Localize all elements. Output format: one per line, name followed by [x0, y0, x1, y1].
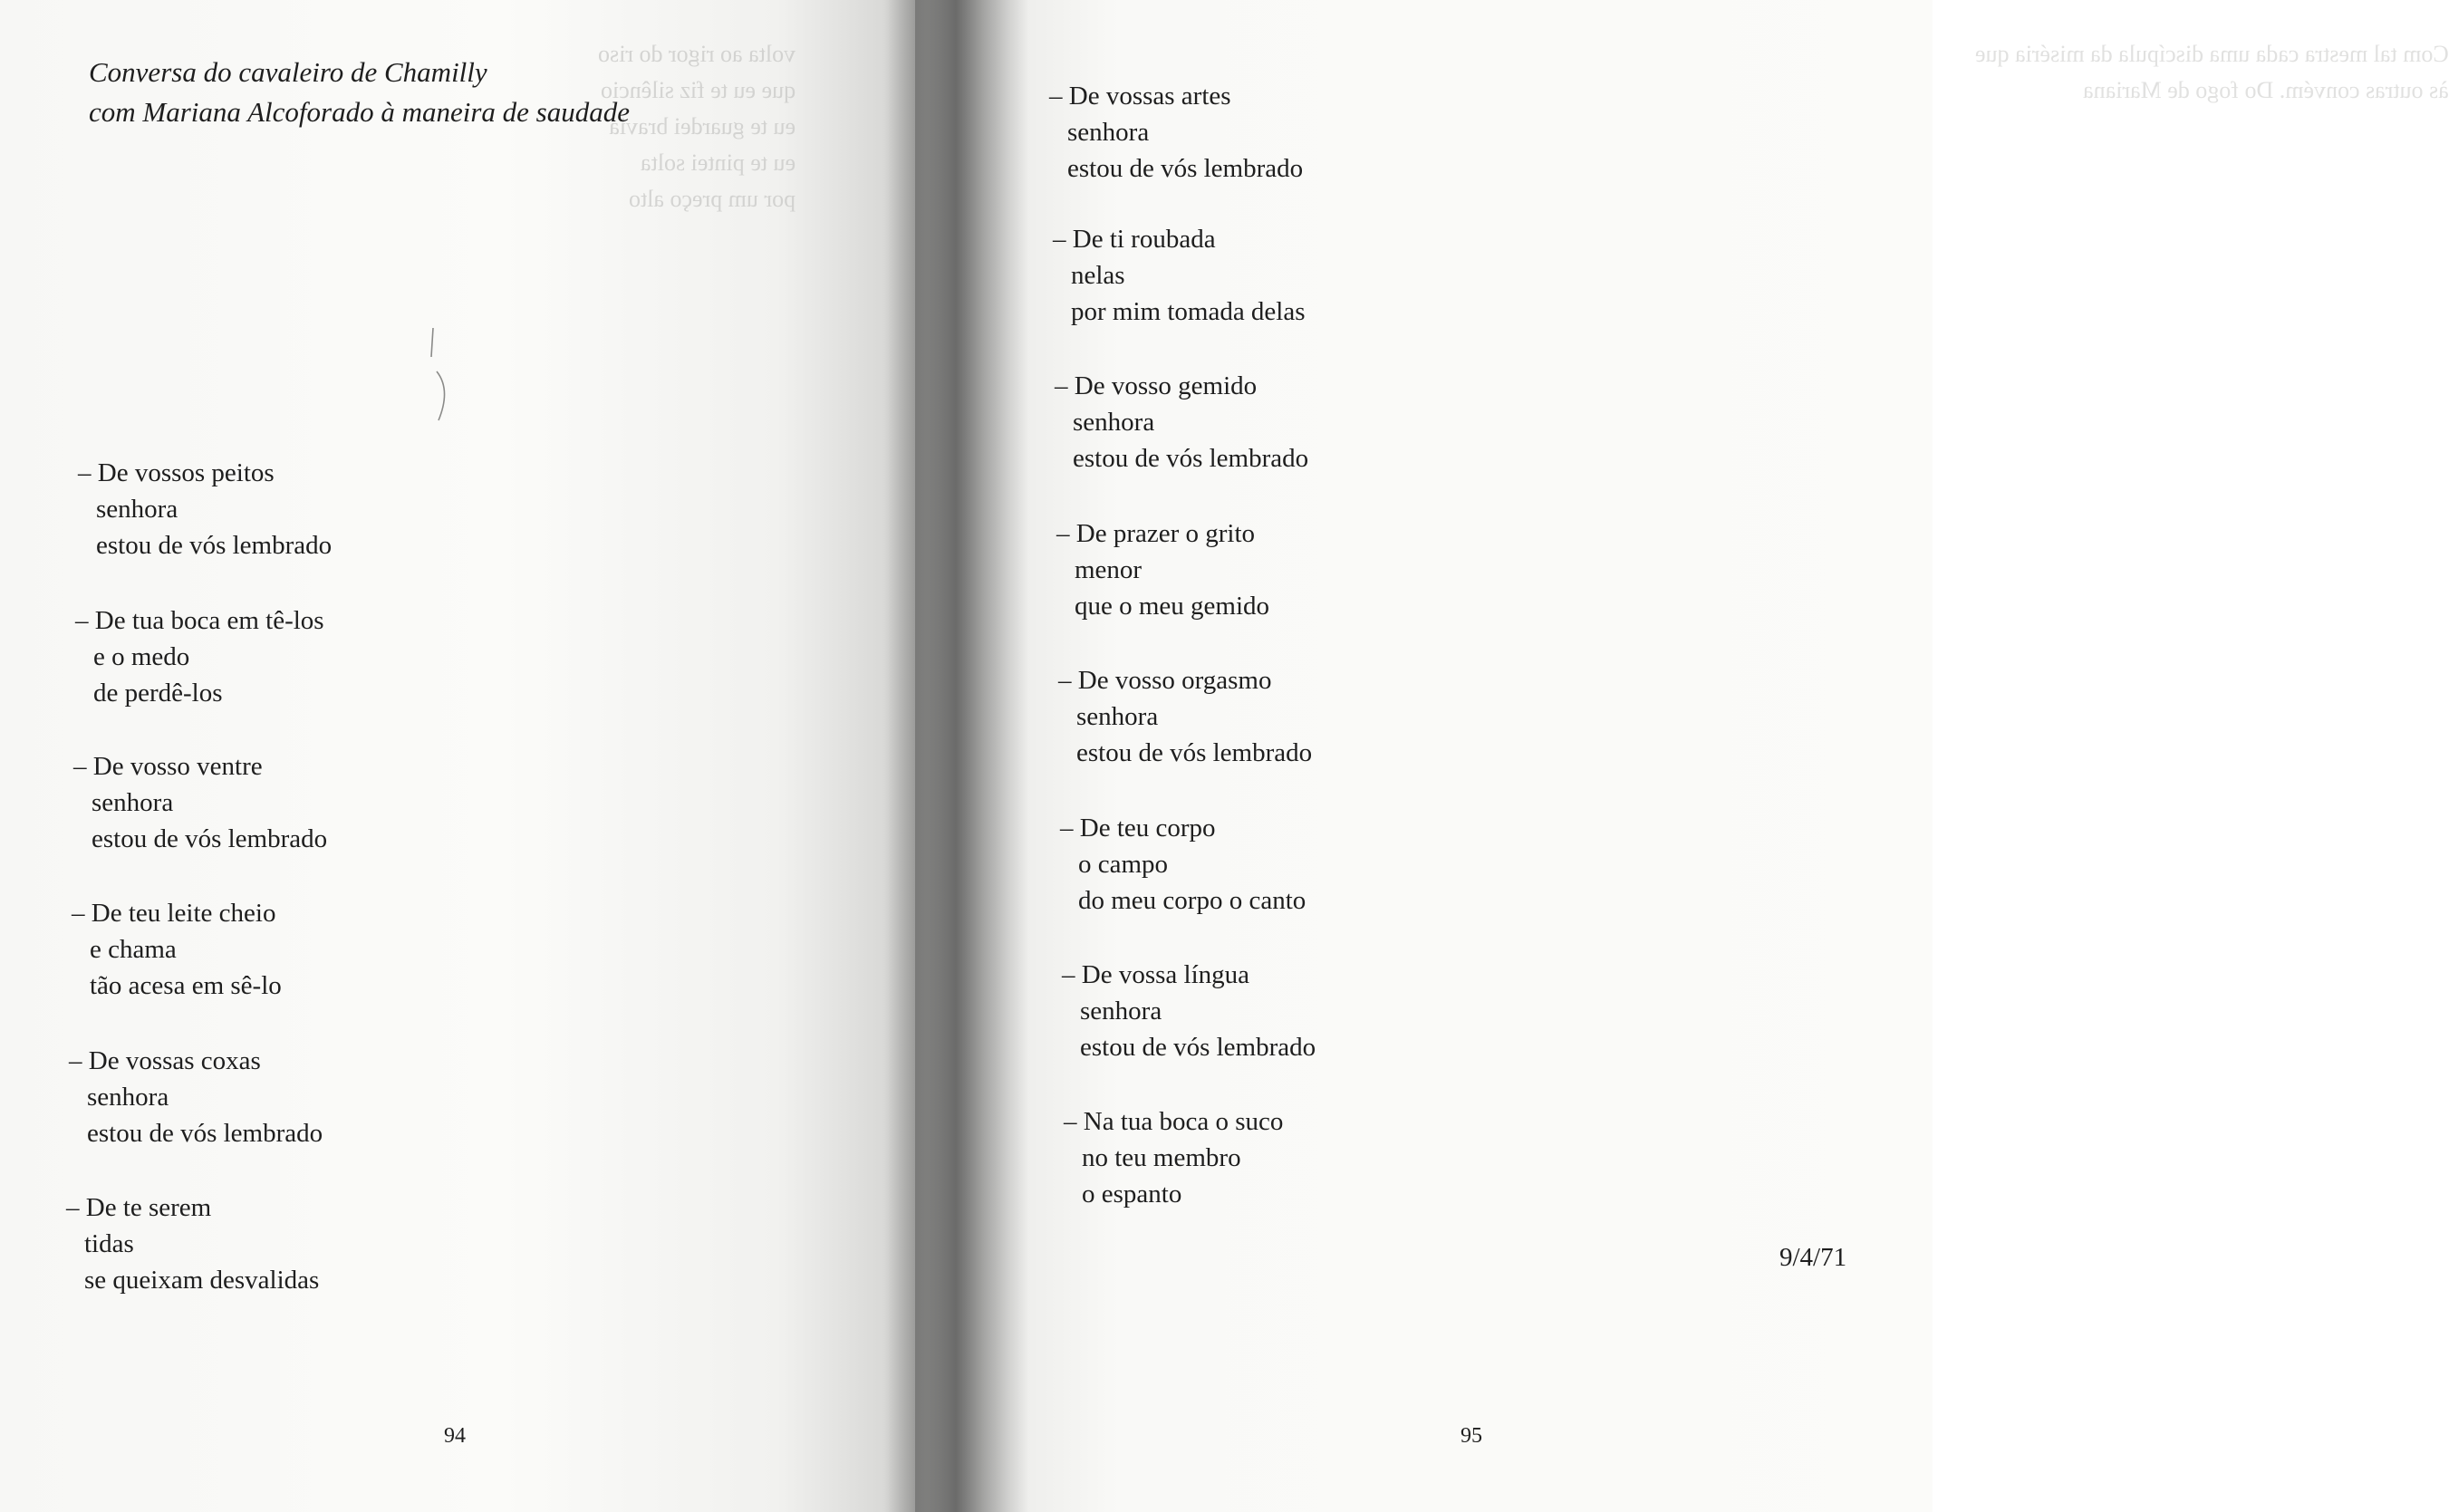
verse-line: – De vossas artes	[1049, 82, 1231, 111]
stanza	[69, 1043, 323, 1151]
stanza	[1049, 78, 1303, 187]
verse-line: – De tua boca em tê-los	[75, 606, 324, 635]
stanza	[1053, 221, 1306, 330]
poem-title	[89, 53, 630, 132]
verse-line: – De prazer o grito	[1056, 519, 1256, 548]
stanza	[1060, 810, 1306, 919]
poem-date: 9/4/71	[1779, 1243, 1847, 1272]
verse-line: – De teu leite cheio	[72, 899, 276, 928]
verse-line: estou de vós lembrado	[96, 531, 333, 560]
verse-line: – De vossa língua	[1062, 960, 1249, 989]
bleed-through-text: Com tal mestra cada uma discípula da miséria que às outras convém. Do fogo de Mariana	[1975, 41, 2449, 103]
verse-line: – Na tua boca o suco	[1064, 1107, 1284, 1136]
verse-line: senhora	[87, 1083, 169, 1112]
verse-line: – De vossas coxas	[69, 1046, 261, 1075]
stanza	[1058, 662, 1312, 771]
verse-line: estou de vós lembrado	[1067, 154, 1304, 183]
verse-line: – De vossos peitos	[78, 458, 275, 487]
stanza	[78, 455, 332, 563]
verse-line: o espanto	[1082, 1180, 1182, 1209]
poem-title-line-2: com Mariana Alcoforado à maneira de saudade	[89, 96, 630, 128]
verse-line: estou de vós lembrado	[1080, 1033, 1316, 1062]
verse-line: senhora	[1076, 702, 1159, 731]
verse-line: – De teu corpo	[1060, 814, 1216, 843]
verse-line: por mim tomada delas	[1071, 297, 1306, 326]
verse-line: senhora	[96, 495, 178, 524]
verse-line: no teu membro	[1082, 1143, 1241, 1172]
stanza	[72, 895, 282, 1004]
verse-line: estou de vós lembrado	[92, 824, 328, 853]
verse-line: tidas	[84, 1229, 134, 1258]
verse-line: nelas	[1071, 261, 1125, 290]
stanza	[66, 1189, 319, 1298]
verse-line: se queixam desvalidas	[84, 1266, 320, 1295]
verse-line: senhora	[1073, 408, 1155, 437]
verse-line: tão acesa em sê-lo	[90, 971, 282, 1000]
verse-line: o campo	[1078, 850, 1169, 879]
stanza	[73, 748, 327, 857]
stanza	[75, 602, 324, 711]
page-number: 95	[1461, 1424, 1482, 1448]
verse-line: – De vosso ventre	[73, 752, 263, 781]
verse-line: do meu corpo o canto	[1078, 886, 1306, 915]
poem-title-line-1: Conversa do cavaleiro de Chamilly	[89, 56, 487, 88]
verse-line: que o meu gemido	[1075, 592, 1270, 621]
left-page	[0, 0, 915, 1512]
verse-line: e chama	[90, 935, 177, 964]
verse-line: estou de vós lembrado	[87, 1119, 323, 1148]
bleed-through-text: volta ao rigor do riso que eu te fiz silêncio eu te guardei bravia eu te pintei solta por um preço alto	[598, 41, 796, 212]
verse-line: senhora	[92, 788, 174, 817]
book-gutter	[883, 0, 1028, 1512]
stanza	[1064, 1103, 1283, 1212]
verse-line: estou de vós lembrado	[1073, 444, 1309, 473]
verse-line: – De te serem	[66, 1193, 212, 1222]
verse-line: menor	[1075, 555, 1143, 584]
page-number: 94	[444, 1424, 466, 1448]
verse-line: – De vosso orgasmo	[1058, 666, 1272, 695]
verse-line: e o medo	[93, 642, 190, 671]
verse-line: – De ti roubada	[1053, 225, 1216, 254]
verse-line: estou de vós lembrado	[1076, 738, 1313, 767]
verse-line: de perdê-los	[93, 679, 223, 708]
pencil-mark-icon	[426, 326, 462, 426]
verse-line: senhora	[1067, 118, 1150, 147]
verse-line: – De vosso gemido	[1055, 371, 1258, 400]
stanza	[1056, 515, 1269, 624]
verse-line: senhora	[1080, 997, 1162, 1026]
stanza	[1055, 368, 1308, 477]
stanza	[1062, 957, 1316, 1065]
